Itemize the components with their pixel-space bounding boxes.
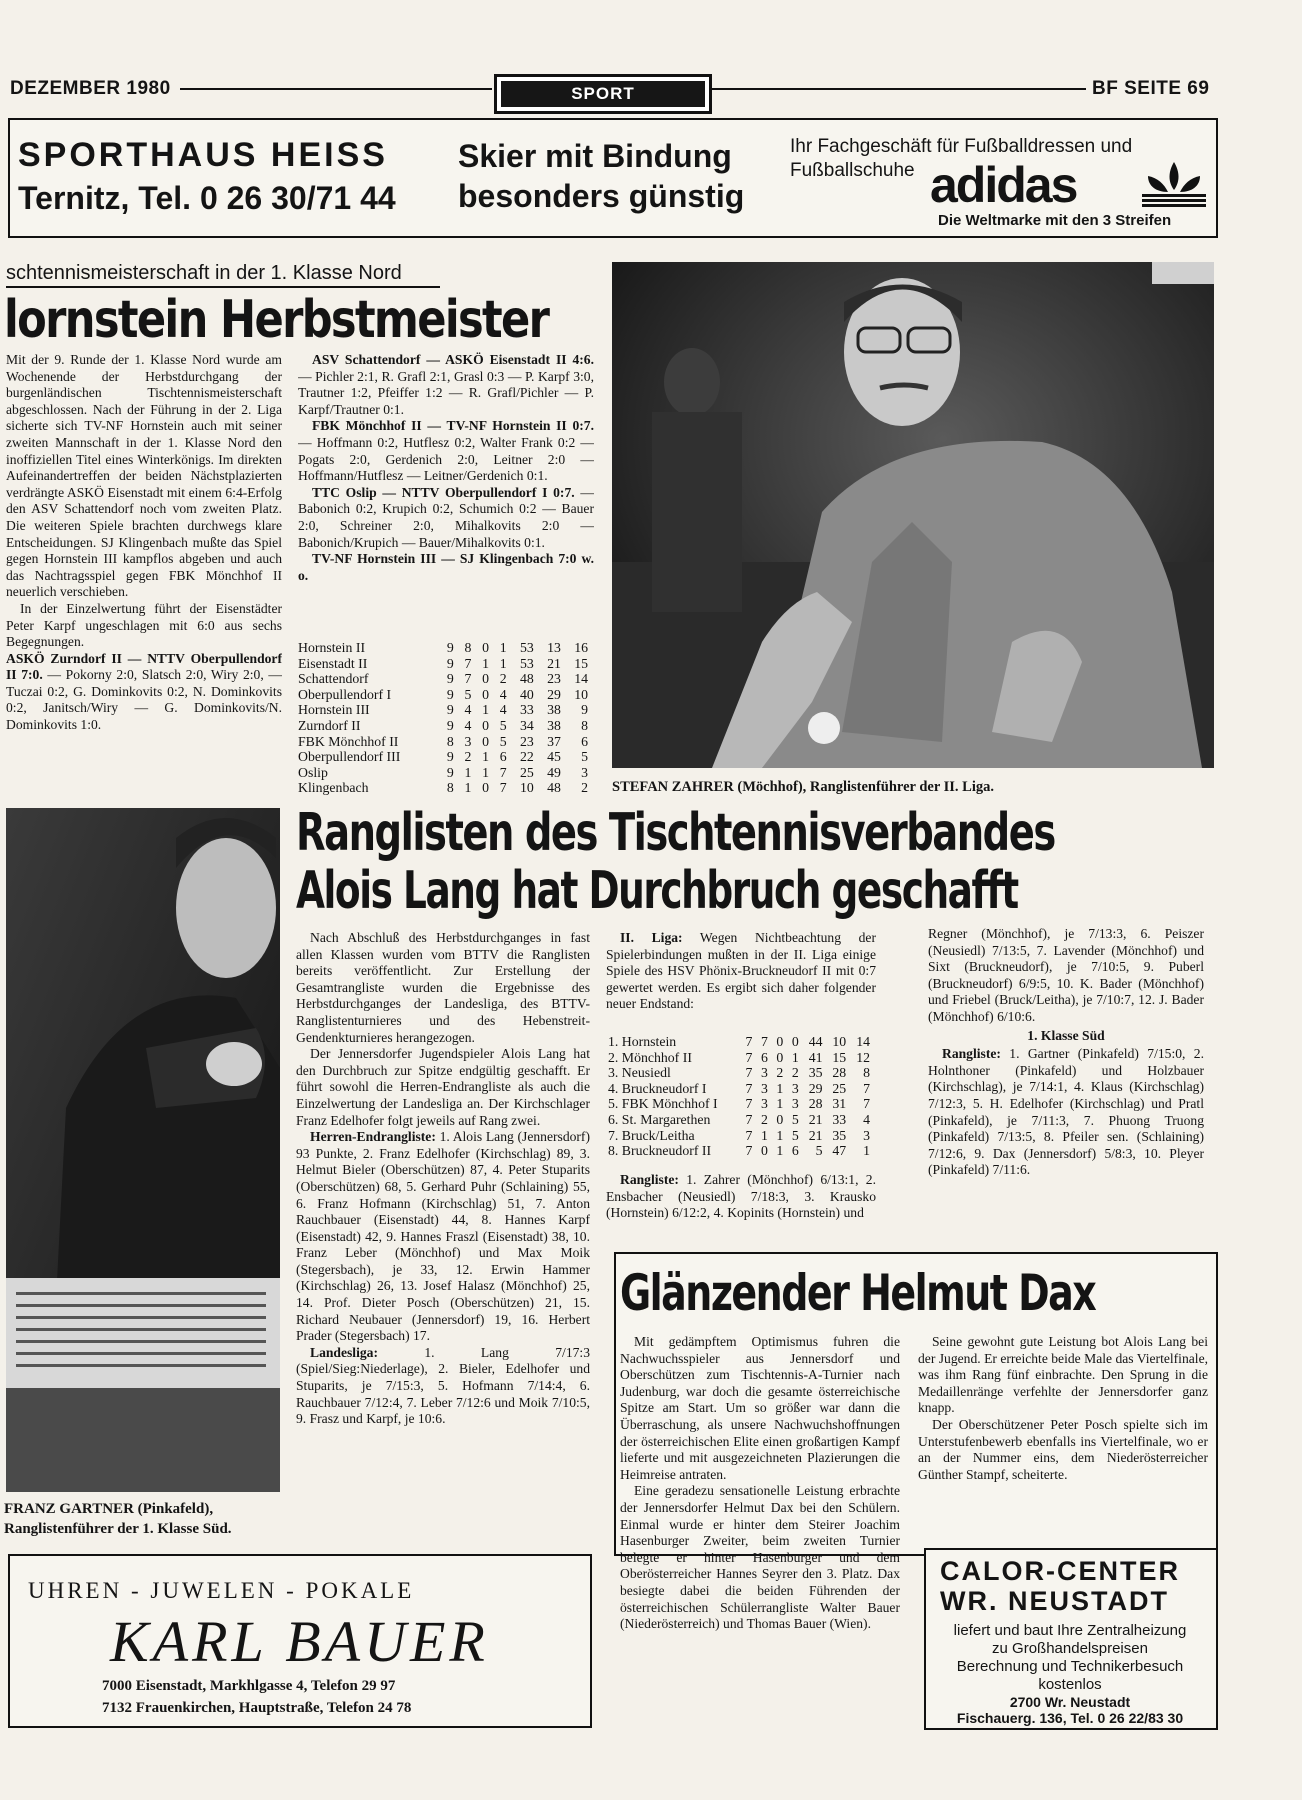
- karl-bauer-addr1: 7000 Eisenstadt, Markhlgasse 4, Telefon 29 97: [102, 1678, 396, 1694]
- liga2-row: [608, 1096, 876, 1112]
- stat-cell: 3: [791, 1080, 799, 1096]
- team-name-cell: 1. Hornstein: [608, 1034, 677, 1049]
- stat-cell: 1: [776, 1127, 784, 1143]
- standings-row: [298, 780, 594, 796]
- photo-player-image: [612, 262, 1214, 768]
- stat-cell: 8: [446, 733, 454, 749]
- standings-row: [298, 734, 594, 750]
- stat-cell: 21: [547, 655, 561, 671]
- stat-cell: 15: [832, 1049, 847, 1065]
- result-zurndorf-match: ASKÖ Zurndorf II — NTTV Oberpullendorf II 7:0.: [6, 650, 282, 683]
- stat-cell: 23: [519, 733, 534, 749]
- stat-cell: 38: [547, 717, 561, 733]
- standings-row: [298, 718, 594, 734]
- team-name-cell: Zurndorf II: [298, 717, 361, 733]
- result-schattendorf-detail: — Pichler 2:1, R. Grafl 2:1, Grasl 0:3 — P. Karpf 3:0, Trautner 1:2, Pfeiffer 1:2 — R. Grafl/Pichler — P. Karpf/Trautner 0:1.: [298, 368, 594, 417]
- stat-cell: 3: [791, 1096, 799, 1112]
- stat-cell: 3: [760, 1080, 768, 1096]
- stat-cell: 0: [482, 686, 490, 702]
- stat-cell: 7: [499, 780, 507, 796]
- stat-cell: 5: [499, 733, 507, 749]
- article2-column3: [928, 926, 1204, 1236]
- stat-cell: 28: [832, 1065, 847, 1081]
- stat-cell: 5: [464, 686, 472, 702]
- stat-cell: 23: [547, 671, 561, 687]
- stat-cell: 0: [791, 1034, 799, 1049]
- stat-cell: 1: [760, 1127, 768, 1143]
- stat-cell: 6: [791, 1143, 799, 1159]
- stat-cell: 4: [464, 717, 472, 733]
- article2-headline-line2: Alois Lang hat Durchbruch geschafft: [296, 861, 1018, 921]
- article1-kicker: schtennismeisterschaft in der 1. Klasse Nord: [6, 262, 402, 284]
- stat-cell: 8: [464, 640, 472, 655]
- stat-cell: 1: [499, 640, 507, 655]
- ad-offer-line2: besonders günstig: [458, 178, 745, 214]
- stat-cell: 38: [547, 702, 561, 718]
- result-moenchhof-match: FBK Mönchhof II — TV-NF Hornstein II 0:7.: [312, 418, 594, 434]
- stat-cell: 44: [808, 1034, 823, 1049]
- stat-cell: 0: [482, 733, 490, 749]
- team-name-cell: 5. FBK Mönchhof I: [608, 1096, 718, 1112]
- stat-cell: 0: [760, 1143, 768, 1159]
- stat-cell: 9: [446, 640, 454, 655]
- stat-cell: 7: [745, 1080, 753, 1096]
- standings-table-1klasse-nord: [298, 640, 594, 796]
- stat-cell: 7: [745, 1049, 753, 1065]
- team-name-cell: 6. St. Margarethen: [608, 1111, 711, 1127]
- photo-stefan-zahrer: [612, 262, 1214, 768]
- stat-cell: 1: [499, 655, 507, 671]
- standings-row: [298, 640, 594, 656]
- team-name-cell: Hornstein II: [298, 640, 366, 655]
- team-name-cell: Hornstein III: [298, 702, 370, 718]
- liga2-row: [608, 1034, 876, 1050]
- stat-cell: 9: [446, 717, 454, 733]
- article3-column2: [918, 1334, 1208, 1544]
- standings-row: [298, 749, 594, 765]
- karl-bauer-addr2: 7132 Frauenkirchen, Hauptstraße, Telefon 24 78: [102, 1700, 412, 1716]
- stat-cell: 8: [446, 780, 454, 796]
- stat-cell: 0: [776, 1049, 784, 1065]
- standings-row: [298, 702, 594, 718]
- stat-cell: 1: [482, 702, 490, 718]
- article3-headline: Glänzender Helmut Dax: [620, 1264, 1096, 1322]
- article3-column1: [620, 1334, 900, 1714]
- stat-cell: 29: [808, 1080, 823, 1096]
- liga2-rangliste-cont: Regner (Mönchhof), je 7/13:3, 6. Peiszer (Neusiedl) 7/13:5, 7. Lavender (Mönchhof) und Sixt (Bruckneudorf), je 7/10:5, 9. Puberl (Bruckneudorf) 6/9:5, 10. K. Bader (Mönchhof) und Friebel (Bruck/Leitha), je 7/10:7, 12. J. Bader (Mönchhof) 6/10:6.: [928, 926, 1204, 1024]
- article3-para1: Mit gedämpftem Optimismus fuhren die Nachwuchsspieler aus Jennersdorf und Oberschützen zum Tischtennis-A-Turnier nach Judenburg, war doch die gesamte österreichische Spitze am Start. Um so größer war dann die Überraschung, als unsere Nachwuchshoffnungen der österreichischen Elite einen großartigen Kampf lieferte und mit ausgezeichneten Plazierungen die Heimreise antraten.: [620, 1334, 900, 1482]
- stat-cell: 9: [446, 764, 454, 780]
- stat-cell: 35: [832, 1127, 847, 1143]
- standings-row: [298, 656, 594, 672]
- team-name-cell: Oberpullendorf III: [298, 749, 401, 765]
- liga2-intro: Wegen Nichtbeachtung der Spielerbindungen mußten in der II. Liga einige Spiele des HSV Phönix-Bruckneudorf II mit 0:7 gewertet werden. Es ergibt sich daher folgender neuer Endstand:: [606, 930, 876, 1012]
- stat-cell: 7: [464, 671, 472, 687]
- team-name-cell: 7. Bruck/Leitha: [608, 1127, 695, 1143]
- ad-right-line2: Fußballschuhe: [790, 160, 915, 181]
- photo-zahrer-caption: STEFAN ZAHRER (Möchhof), Ranglistenführer der II. Liga.: [612, 779, 994, 795]
- header-rule-right: [710, 88, 1086, 90]
- adidas-trefoil-icon: [1138, 158, 1210, 208]
- stat-cell: 31: [832, 1096, 847, 1112]
- stat-cell: 7: [745, 1127, 753, 1143]
- standings-row: [298, 671, 594, 687]
- stat-cell: 48: [519, 671, 534, 687]
- stat-cell: 1: [482, 655, 490, 671]
- stat-cell: 6: [581, 733, 588, 749]
- stat-cell: 21: [808, 1111, 823, 1127]
- article3-para3: Seine gewohnt gute Leistung bot Alois Lang bei der Jugend. Er erreichte beide Male das Viertelfinale, was ihm Rang fünf einbrachte. Den Sprung in die Medaillenränge verfehlte der Jennersdorfer ganz knapp.: [918, 1334, 1208, 1416]
- standings-row: [298, 765, 594, 781]
- stat-cell: 3: [760, 1065, 768, 1081]
- stat-cell: 5: [499, 717, 507, 733]
- photo-gartner-image: [6, 808, 280, 1492]
- karl-bauer-ad: [8, 1554, 592, 1728]
- stat-cell: 34: [519, 717, 534, 733]
- result-oslip-match: TTC Oslip — NTTV Oberpullendorf I 0:7.: [312, 484, 575, 500]
- calor-text3: Berechnung und Technikerbesuch: [956, 1658, 1184, 1675]
- stat-cell: 9: [446, 655, 454, 671]
- stat-cell: 2: [581, 780, 588, 796]
- stat-cell: 5: [581, 749, 588, 765]
- stat-cell: 1: [776, 1080, 784, 1096]
- team-name-cell: 2. Mönchhof II: [608, 1049, 692, 1065]
- sporthaus-heiss-ad: [8, 118, 1218, 238]
- stat-cell: 10: [574, 686, 588, 702]
- stat-cell: 0: [482, 671, 490, 687]
- result-moenchhof-detail: — Hoffmann 0:2, Hutflesz 0:2, Walter Frank 0:2 — Pogats 2:0, Gerdenich 2:0, Leitner 2:0 — Hoffmann/Hutflesz — Leitner/Gerdenich 0:1.: [298, 434, 594, 484]
- article2-column1: [296, 930, 590, 1552]
- stat-cell: 5: [791, 1111, 799, 1127]
- team-name-cell: 3. Neusiedl: [608, 1065, 671, 1081]
- result-oslip-detail: — Babonich 0:2, Krupich 0:2, Schumich 0:2 — Bauer 2:0, Schreiner 2:0, Mihalkovits 2:0 — Babonich/Krupich — Bauer/Mihalkovits 0:1.: [298, 484, 594, 550]
- liga2-row: [608, 1112, 876, 1128]
- liga2-lead: II. Liga:: [620, 930, 683, 945]
- team-name-cell: FBK Mönchhof II: [298, 733, 399, 749]
- standings-row: [298, 687, 594, 703]
- stat-cell: 1: [791, 1049, 799, 1065]
- ad-shop-name: SPORTHAUS HEISS: [18, 136, 388, 174]
- stat-cell: 1: [776, 1096, 784, 1112]
- ad-right-line1: Ihr Fachgeschäft für Fußballdressen und: [790, 136, 1133, 157]
- landesliga-text: 1. Lang 7/17:3 (Spiel/Sieg:Niederlage), 2. Bieler, Edelhofer und Stuparits, je 7/15:3, 5. Hofmann 7/14:4, 6. Rauchbauer 7/12:4, 7. Leber 7/12:6 und Moik 7/10:5, 9. Frasz und Karpf, je 10:6.: [296, 1344, 590, 1427]
- stat-cell: 7: [745, 1143, 753, 1159]
- stat-cell: 33: [832, 1111, 847, 1127]
- adidas-logo-text: adidas: [930, 157, 1077, 213]
- stat-cell: 4: [499, 702, 507, 718]
- stat-cell: 7: [499, 764, 507, 780]
- article2-para2: Der Jennersdorfer Jugendspieler Alois Lang hat den Durchbruch zur Spitze endgültig geschafft. Er führt sowohl die Herren-Endrangliste als auch die Einzelwertung der Landesliga an. Der Kirchschlager Franz Edelhofer folgt jeweils auf Rang zwei.: [296, 1046, 590, 1128]
- stat-cell: 6: [499, 749, 507, 765]
- stat-cell: 10: [519, 780, 534, 796]
- stat-cell: 1: [464, 764, 472, 780]
- karl-bauer-name: KARL BAUER: [110, 1609, 489, 1674]
- stat-cell: 28: [808, 1096, 823, 1112]
- stat-cell: 13: [547, 640, 561, 655]
- calor-text5: 2700 Wr. Neustadt: [1009, 1694, 1131, 1710]
- stat-cell: 1: [482, 764, 490, 780]
- stat-cell: 3: [760, 1096, 768, 1112]
- standings-table-liga2: [608, 1034, 876, 1159]
- liga2-rangliste-lead: Rangliste:: [620, 1172, 679, 1187]
- stat-cell: 3: [464, 733, 472, 749]
- ad-shop-phone: Ternitz, Tel. 0 26 30/71 44: [18, 180, 396, 216]
- adidas-tagline: Die Weltmarke mit den 3 Streifen: [938, 212, 1172, 229]
- stat-cell: 8: [863, 1065, 870, 1081]
- stat-cell: 16: [574, 640, 588, 655]
- section-label-box: [494, 74, 712, 114]
- stat-cell: 45: [547, 749, 561, 765]
- article1-para2: In der Einzelwertung führt der Eisenstädter Peter Karpf ungeschlagen mit 6:0 aus sechs Begegnungen.: [6, 600, 282, 650]
- stat-cell: 7: [863, 1096, 870, 1112]
- stat-cell: 1: [776, 1143, 784, 1159]
- article1-column2: [298, 352, 594, 644]
- stat-cell: 1: [482, 749, 490, 765]
- article2-column2: [606, 930, 876, 1032]
- stat-cell: 5: [791, 1127, 799, 1143]
- result-hornstein3-match: TV-NF Hornstein III — SJ Klingenbach 7:0 w. o.: [298, 551, 594, 583]
- stat-cell: 4: [863, 1111, 870, 1127]
- stat-cell: 29: [547, 686, 561, 702]
- kicker-underline: [6, 286, 440, 288]
- stat-cell: 48: [547, 780, 561, 796]
- stat-cell: 2: [791, 1065, 799, 1081]
- team-name-cell: Oslip: [298, 764, 328, 780]
- stat-cell: 21: [808, 1127, 823, 1143]
- stat-cell: 9: [446, 686, 454, 702]
- stat-cell: 7: [464, 655, 472, 671]
- stat-cell: 15: [574, 655, 588, 671]
- stat-cell: 0: [482, 780, 490, 796]
- stat-cell: 4: [499, 686, 507, 702]
- stat-cell: 25: [832, 1080, 847, 1096]
- stat-cell: 5: [815, 1143, 823, 1159]
- liga2-row: [608, 1050, 876, 1066]
- team-name-cell: 4. Bruckneudorf I: [608, 1080, 707, 1096]
- stat-cell: 9: [446, 702, 454, 718]
- stat-cell: 14: [574, 671, 588, 687]
- header-rule-left: [180, 88, 492, 90]
- result-schattendorf-match: ASV Schattendorf — ASKÖ Eisenstadt II 4:6.: [312, 352, 594, 367]
- calor-text2: zu Großhandelspreisen: [992, 1640, 1148, 1657]
- stat-cell: 14: [856, 1034, 870, 1049]
- page-number: BF SEITE 69: [1092, 78, 1210, 99]
- stat-cell: 47: [832, 1143, 847, 1159]
- article3-para2: Eine geradezu sensationelle Leistung erbrachte der Jennersdorfer Helmut Dax bei den Schülern. Einmal wurde er hinter dem Steirer Joachim Hasenburger Zweiter, beim zweiten Turnier belegte er hinter Hasenburger und dem Oberösterreicher Hannes Seyrer den 3. Platz. Dax besiegte dabei die beiden Führenden der österreichischen Schülerrangliste Walter Bauer (Niederösterreich) und Thomas Bauer (Wien).: [620, 1483, 900, 1632]
- stat-cell: 1: [464, 780, 472, 796]
- stat-cell: 12: [856, 1049, 870, 1065]
- team-name-cell: Schattendorf: [298, 671, 369, 687]
- stat-cell: 3: [863, 1127, 870, 1143]
- team-name-cell: Eisenstadt II: [298, 655, 368, 671]
- stat-cell: 1: [863, 1143, 870, 1159]
- stat-cell: 8: [581, 717, 588, 733]
- stat-cell: 7: [745, 1111, 753, 1127]
- stat-cell: 2: [464, 749, 472, 765]
- team-name-cell: 8. Bruckneudorf II: [608, 1143, 712, 1159]
- liga2-row: [608, 1128, 876, 1144]
- stat-cell: 4: [464, 702, 472, 718]
- stat-cell: 2: [776, 1065, 784, 1081]
- stat-cell: 53: [519, 655, 534, 671]
- stat-cell: 7: [760, 1034, 768, 1049]
- liga2-row: [608, 1143, 876, 1159]
- stat-cell: 0: [482, 717, 490, 733]
- stat-cell: 9: [446, 671, 454, 687]
- photo-gartner-caption-line1: FRANZ GARTNER (Pinkafeld),: [4, 1501, 214, 1517]
- stat-cell: 40: [519, 686, 534, 702]
- team-name-cell: Oberpullendorf I: [298, 686, 392, 702]
- stat-cell: 41: [808, 1049, 823, 1065]
- klasse-sued-rangliste-lead: Rangliste:: [942, 1046, 1001, 1062]
- herren-endrangliste-text: 1. Alois Lang (Jennersdorf) 93 Punkte, 2. Franz Edelhofer (Kirchschlag) 89, 3. Helmut Bieler (Oberschützen) 87, 4. Peter Stuparits (Oberschützen) 68, 5. Gerhard Puhr (Schlaining) 55, 6. Franz Hofmann (Kirchschlag) 51, 7. Anton Rauchbauer (Eisenstadt) 44, 8. Hannes Karpf (Eisenstadt) 42, 9. Hannes Fraszl (Eisenstadt) 38, 10. Franz Leber (Mönchhof) und Max Moik (Stegersbach), je 33, 12. Erwin Hammer (Kirchschlag) 26, 13. Josef Halasz (Mönchhof) 25, 14. Prof. Dieter Posch (Oberschützen) 21, 15. Richard Neubauer (Jennersdorf) 19, 16. Herbert Prader (Stegersbach) 17.: [296, 1129, 590, 1344]
- article2-headline-line1: Ranglisten des Tischtennisverbandes: [296, 803, 1055, 863]
- liga2-row: [608, 1081, 876, 1097]
- stat-cell: 2: [499, 671, 507, 687]
- stat-cell: 9: [581, 702, 588, 718]
- stat-cell: 49: [547, 764, 561, 780]
- landesliga-lead: Landesliga:: [310, 1344, 378, 1360]
- stat-cell: 0: [482, 640, 490, 655]
- liga2-row: [608, 1065, 876, 1081]
- team-name-cell: Klingenbach: [298, 780, 369, 796]
- stat-cell: 33: [519, 702, 534, 718]
- calor-line2: WR. NEUSTADT: [940, 1586, 1169, 1616]
- karl-bauer-line1: UHREN - JUWELEN - POKALE: [28, 1578, 415, 1603]
- stat-cell: 22: [519, 749, 534, 765]
- stat-cell: 25: [519, 764, 534, 780]
- stat-cell: 7: [745, 1065, 753, 1081]
- stat-cell: 0: [776, 1034, 784, 1049]
- calor-text4: kostenlos: [1038, 1676, 1102, 1693]
- stat-cell: 2: [760, 1111, 768, 1127]
- article1-column1: [6, 352, 282, 816]
- klasse-sued-rangliste-text: 1. Gartner (Pinkafeld) 7/15:0, 2. Holnthoner (Pinkafeld) und Holzbauer (Kirchschlag), je 7/14:1, 4. Klaus (Kirchschlag) 7/12:3, 5. H. Edelhofer (Kirchschlag) und Pratl (Pinkafeld), je 7/11:3, 7. Phuong Truong (Pinkafeld) 7/13:5, 8. Pfeiler sen. (Schlaining) 7/12:6, 9. Dax (Jennersdorf) 5/8:3, 10. Pleyer (Pinkafeld) 7/11:6.: [928, 1046, 1204, 1178]
- stat-cell: 7: [745, 1034, 753, 1049]
- result-zurndorf-detail: — Pokorny 2:0, Slatsch 2:0, Wiry 2:0, — Tuczai 0:2, G. Dominkovits 0:2, N. Dominkovits 0:2, Janitsch/Wiry — G. Dominkovits/N. Dominkovits 1:0.: [6, 667, 282, 733]
- photo-franz-gartner: [6, 808, 280, 1492]
- photo-gartner-caption-line2: Ranglistenführer der 1. Klasse Süd.: [4, 1521, 232, 1537]
- calor-text1: liefert und baut Ihre Zentralheizung: [953, 1622, 1187, 1639]
- stat-cell: 6: [760, 1049, 768, 1065]
- klasse-sued-subhead: 1. Klasse Süd: [1027, 1027, 1105, 1043]
- stat-cell: 9: [446, 749, 454, 765]
- calor-line1: CALOR-CENTER: [940, 1556, 1180, 1586]
- article1-headline: lornstein Herbstmeister: [4, 290, 549, 350]
- calor-center-ad: [924, 1548, 1218, 1730]
- article1-para1: Mit der 9. Runde der 1. Klasse Nord wurde am Wochenende der Herbstdurchgang der burgenländischen Tischtennismeisterschaft abgeschlossen. Nach der Führung in der 2. Liga sicherte sich TV-NF Hornstein auch mit seiner zweiten Mannschaft in der 1. Klasse Nord den inoffiziellen Titel eines Winterkönigs. Im direkten Aufeinandertreffen der beiden Nächstplazierten verdrängte ASKÖ Eisenstadt mit einem 6:4-Erfolg den ASV Schattendorf noch vom zweiten Platz. Die weiteren Spiele brachten durchwegs klare Entscheidungen. SJ Klingenbach mußte das Spiel gegen Hornstein III kampflos abgeben und auch das Nachtragsspiel gegen FBK Mönchhof II neuerlich verschieben.: [6, 352, 282, 600]
- stat-cell: 3: [581, 764, 588, 780]
- section-label: SPORT: [501, 81, 705, 107]
- stat-cell: 0: [776, 1111, 784, 1127]
- stat-cell: 10: [832, 1034, 847, 1049]
- article2-column2-rangliste: [606, 1172, 876, 1242]
- herren-endrangliste-lead: Herren-Endrangliste:: [310, 1129, 436, 1145]
- stat-cell: 37: [547, 733, 561, 749]
- stat-cell: 35: [808, 1065, 823, 1081]
- ad-offer-line1: Skier mit Bindung: [458, 138, 732, 174]
- stat-cell: 7: [745, 1096, 753, 1112]
- article2-para1: Nach Abschluß des Herbstdurchganges in fast allen Klassen wurden vom BTTV die Ranglisten bereits veröffentlicht. Zur Erstellung der Gesamtrangliste wurden die Ergebnisse des Herbstdurchganges der Landesliga, des BTTV-Ranglistenturnieres und des Hebenstreit-Gendenkturnieres herangezogen.: [296, 930, 590, 1045]
- calor-text6: Fischauerg. 136, Tel. 0 26 22/83 30: [956, 1710, 1184, 1726]
- stat-cell: 7: [863, 1080, 870, 1096]
- issue-date: DEZEMBER 1980: [10, 78, 171, 99]
- liga2-rangliste-text: 1. Zahrer (Mönchhof) 6/13:1, 2. Ensbacher (Neusiedl) 7/18:3, 3. Krausko (Hornstein) 6/12:2, 4. Kopinits (Hornstein) und: [606, 1172, 876, 1221]
- article3-para4: Der Oberschützener Peter Posch spielte sich im Unterstufenbewerb ebenfalls ins Viertelfinale, wo er an der Nummer eins, dem Niederösterreicher Günther Stampf, scheiterte.: [918, 1416, 1208, 1482]
- stat-cell: 53: [519, 640, 534, 655]
